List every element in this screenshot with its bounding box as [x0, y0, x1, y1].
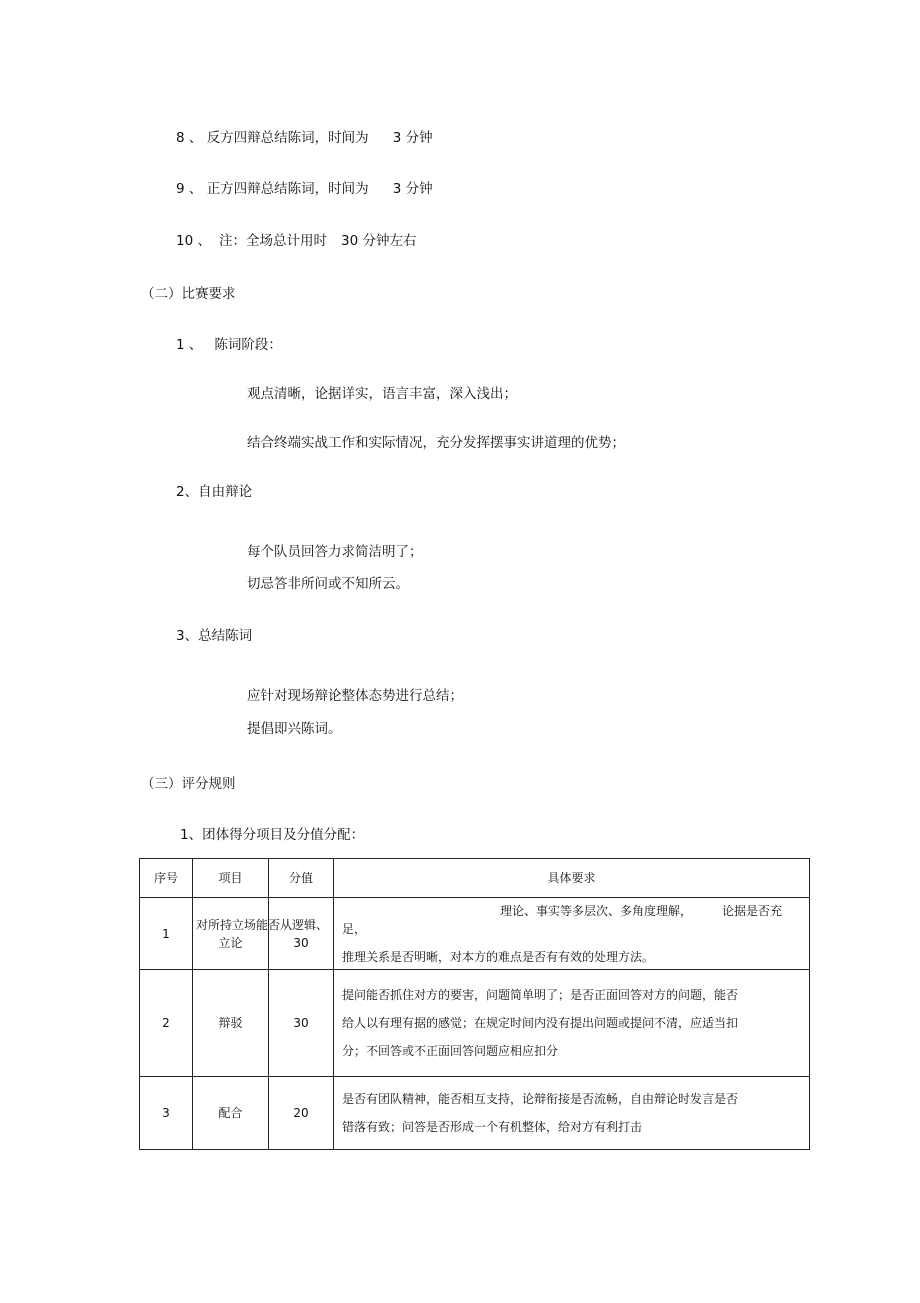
item-time: 3 分钟 [392, 181, 433, 197]
item-text: 反方四辩总结陈词，时间为 [206, 130, 369, 146]
req-line: 分；不回答或不正面回答问题应相应扣分 [342, 1044, 559, 1058]
cell-number: 3 [140, 1077, 193, 1150]
cell-score [269, 898, 334, 970]
requirement-line: 观点清晰，论据详实，语言丰富，深入浅出； [247, 386, 517, 402]
req-line: 是否有团队精神，能否相互支持，论辩衔接是否流畅，自由辩论时发言是否 [342, 1092, 739, 1106]
requirement-line: 应针对现场辩论整体态势进行总结； [247, 688, 463, 704]
item-text: 正方四辩总结陈词，时间为 [206, 181, 369, 197]
scoring-table [139, 858, 810, 1150]
cell-item: 配合 [193, 1077, 269, 1150]
section-heading-scoring: （三）评分规则 [141, 776, 236, 792]
table-row [140, 898, 810, 970]
header-item: 项目 [193, 859, 269, 898]
cell-requirements [334, 970, 810, 1077]
table-row [140, 1077, 810, 1150]
req-line: 错落有致；问答是否形成一个有机整体，给对方有利打击 [342, 1120, 643, 1134]
cell-score: 30 [269, 970, 334, 1077]
schedule-item-8 [176, 129, 433, 147]
req-line: 给人以有理有据的感觉；在规定时间内没有提出问题或提问不清，应适当扣 [342, 1016, 739, 1030]
cell-number: 2 [140, 970, 193, 1077]
cell-item-line: 对所持立场能否从逻辑、 [196, 917, 329, 932]
cell-score: 20 [269, 1077, 334, 1150]
subsection-heading-team-score: 1、团体得分项目及分值分配： [180, 827, 365, 843]
subsection-heading-statement [176, 336, 282, 354]
cell-score-value: 30 [293, 935, 309, 950]
req-text: 理论、事实等多层次、多角度理解， [500, 903, 693, 918]
header-requirements: 具体要求 [334, 859, 810, 898]
cell-requirements [334, 1077, 810, 1150]
subsection-number: 1 、 [176, 337, 203, 353]
item-number: 9 、 [176, 181, 203, 197]
header-score: 分值 [269, 859, 334, 898]
subsection-title: 陈词阶段： [214, 337, 282, 353]
schedule-item-10 [176, 232, 416, 250]
item-time: 30 分钟左右 [340, 233, 417, 249]
header-number: 序号 [140, 859, 193, 898]
table-header-row [140, 859, 810, 898]
requirement-line: 切忌答非所问或不知所云。 [247, 576, 409, 592]
item-text: 注：全场总计用时 [218, 233, 327, 249]
subsection-heading-free-debate: 2、自由辩论 [176, 484, 253, 500]
subsection-heading-closing: 3、总结陈词 [176, 628, 253, 644]
requirement-line: 提倡即兴陈词。 [247, 721, 342, 737]
cell-number: 1 [140, 898, 193, 970]
cell-item-line: 立论 [218, 935, 243, 950]
req-line: 推理关系是否明晰，对本方的难点是否有有效的处理方法。 [342, 949, 655, 964]
section-heading-requirements: （二）比赛要求 [141, 286, 236, 302]
table-row [140, 970, 810, 1077]
req-text: 论据是否充足， [342, 903, 783, 936]
item-time: 3 分钟 [392, 130, 433, 146]
cell-requirements [334, 898, 810, 970]
item-number: 8 、 [176, 130, 203, 146]
schedule-item-9 [176, 180, 433, 198]
cell-item: 辩驳 [193, 970, 269, 1077]
requirement-line: 结合终端实战工作和实际情况，充分发挥摆事实讲道理的优势； [247, 435, 625, 451]
req-line: 提问能否抓住对方的要害，问题简单明了；是否正面回答对方的问题，能否 [342, 988, 739, 1002]
requirement-line: 每个队员回答力求简洁明了； [247, 544, 423, 560]
item-number: 10 、 [176, 233, 211, 249]
